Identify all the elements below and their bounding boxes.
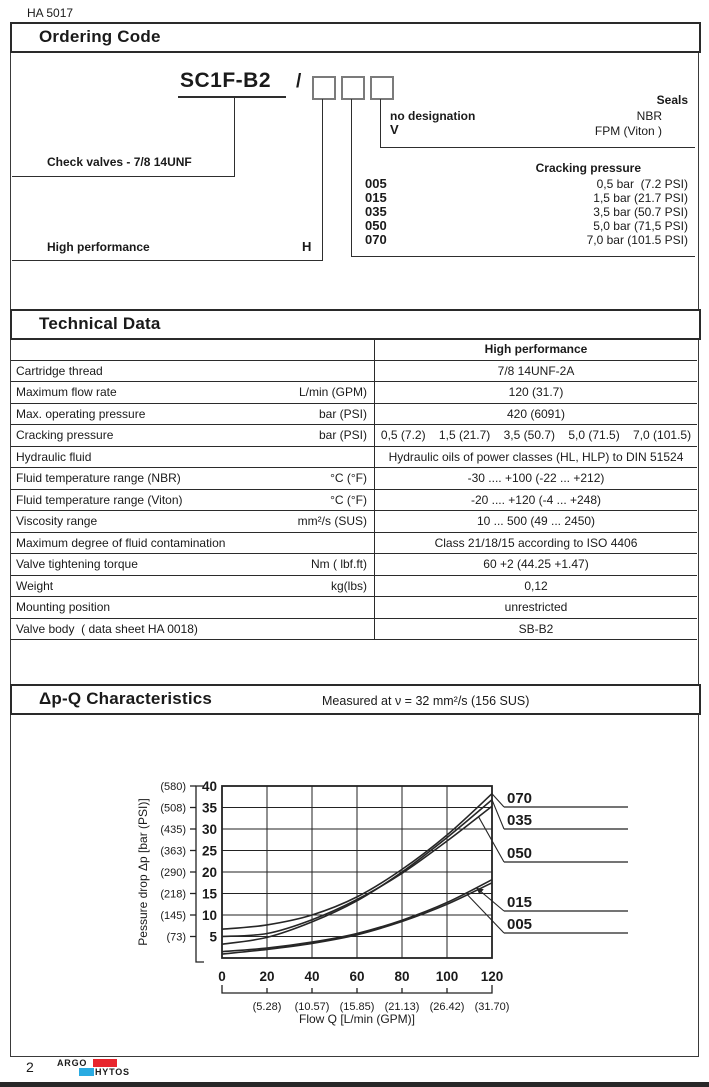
table-row — [11, 511, 697, 533]
logo-red-block — [93, 1059, 117, 1067]
table-row — [11, 576, 697, 598]
table-unit-cell — [267, 361, 375, 383]
svg-text:015: 015 — [507, 894, 533, 911]
table-row — [11, 490, 697, 512]
table-value-cell: Class 21/18/15 according to ISO 4406 — [375, 533, 697, 555]
svg-text:60: 60 — [349, 969, 365, 984]
svg-text:(31.70): (31.70) — [474, 1001, 510, 1013]
svg-text:(73): (73) — [166, 931, 186, 944]
table-param-cell: Valve body ( data sheet HA 0018) — [11, 619, 267, 641]
table-param-cell: Fluid temperature range (Viton) — [11, 490, 267, 512]
cracking-option-value: 5,0 bar (71,5 PSI) — [593, 219, 688, 233]
svg-text:15: 15 — [201, 886, 217, 902]
table-param-cell: Fluid temperature range (NBR) — [11, 468, 267, 490]
svg-text:(26.42): (26.42) — [429, 1001, 465, 1013]
svg-text:(508): (508) — [160, 802, 186, 815]
table-unit-cell: kg(lbs) — [267, 576, 375, 598]
table-value-cell: 120 (31.7) — [375, 382, 697, 404]
table-row — [11, 382, 697, 404]
seal-option-code: V — [390, 122, 399, 137]
table-unit-cell — [267, 619, 375, 641]
cracking-option-code: 015 — [365, 190, 387, 205]
cracking-option-value: 7,0 bar (101.5 PSI) — [586, 233, 688, 247]
ordering-code-text: SC1F-B2 — [180, 69, 272, 92]
section-header-technical — [10, 309, 701, 340]
svg-text:070: 070 — [507, 790, 533, 807]
x-axis — [218, 969, 509, 1026]
section-title: Ordering Code — [39, 27, 161, 46]
svg-text:0: 0 — [218, 969, 226, 984]
svg-text:(218): (218) — [160, 888, 186, 901]
svg-text:Pessure drop Δp [bar (PSI)]: Pessure drop Δp [bar (PSI)] — [136, 798, 150, 946]
table-unit-cell: °C (°F) — [267, 490, 375, 512]
seal-option-code: no designation — [390, 109, 476, 123]
table-row — [11, 533, 697, 555]
table-value-cell: -30 .... +100 (-22 ... +212) — [375, 468, 697, 490]
code-box-3 — [370, 76, 394, 100]
table-param-cell: Maximum flow rate — [11, 382, 267, 404]
technical-data-table — [11, 338, 697, 640]
section-title: Technical Data — [39, 314, 161, 333]
svg-text:30: 30 — [201, 822, 217, 837]
section-header-ordering — [10, 22, 701, 53]
dp-q-chart — [0, 700, 709, 1045]
label-check-valves: Check valves - 7/8 14UNF — [47, 155, 192, 169]
logo-cyan-block — [79, 1068, 94, 1076]
connector-seals-h — [380, 147, 695, 148]
connector-cracking-v — [351, 99, 352, 257]
table-param-cell: Mounting position — [11, 597, 267, 619]
code-box-1 — [312, 76, 336, 100]
table-value-cell: 0,5 (7.2) 1,5 (21.7) 3,5 (50.7) 5,0 (71.5) 7,0 (101.5) — [375, 425, 697, 447]
svg-text:(580): (580) — [160, 781, 186, 793]
code-high-performance: H — [302, 239, 312, 254]
svg-text:40: 40 — [304, 969, 320, 984]
ordering-code-underline — [178, 96, 286, 98]
table-row — [11, 339, 697, 361]
ordering-slash: / — [296, 71, 302, 92]
table-value-cell: -20 .... +120 (-4 ... +248) — [375, 490, 697, 512]
svg-text:10: 10 — [201, 908, 217, 923]
svg-text:(435): (435) — [160, 824, 186, 836]
table-param-cell: Viscosity range — [11, 511, 267, 533]
table-unit-cell — [267, 533, 375, 555]
cracking-heading: Cracking pressure — [535, 161, 641, 175]
cracking-option-code: 005 — [365, 176, 387, 191]
svg-text:20: 20 — [201, 865, 217, 880]
svg-text:035: 035 — [507, 812, 533, 829]
seal-option-value: FPM (Viton ) — [594, 124, 662, 138]
svg-text:(290): (290) — [160, 867, 186, 879]
cracking-option-code: 035 — [365, 204, 387, 219]
chart-grid — [222, 786, 492, 958]
seals-heading: Seals — [656, 93, 688, 107]
table-value-cell: High performance — [375, 339, 697, 361]
table-value-cell: 10 ... 500 (49 ... 2450) — [375, 511, 697, 533]
table-row — [11, 554, 697, 576]
table-unit-cell — [267, 597, 375, 619]
connector-check-valves-v — [234, 98, 235, 177]
cracking-option-code: 050 — [365, 218, 387, 233]
measurement-note: Measured at ν = 32 mm²/s (156 SUS) — [322, 694, 530, 708]
svg-text:80: 80 — [394, 969, 410, 984]
code-box-2 — [341, 76, 365, 100]
table-row — [11, 597, 697, 619]
connector-high-perf-h — [12, 260, 323, 261]
connector-seals-v — [380, 99, 381, 148]
page-number: 2 — [26, 1059, 34, 1075]
cracking-option-value: 0,5 bar (7.2 PSI) — [596, 177, 688, 191]
svg-text:100: 100 — [435, 969, 459, 984]
footer-bar — [0, 1082, 709, 1087]
svg-text:(21.13): (21.13) — [384, 1001, 420, 1013]
table-value-cell: 7/8 14UNF-2A — [375, 361, 697, 383]
cracking-option-code: 070 — [365, 232, 387, 247]
svg-text:(363): (363) — [160, 845, 186, 858]
svg-text:(5.28): (5.28) — [252, 1001, 282, 1013]
table-unit-cell: bar (PSI) — [267, 404, 375, 426]
logo-argo-text: ARGO — [57, 1058, 88, 1068]
argo-hytos-logo — [57, 1058, 130, 1078]
cracking-option-value: 1,5 bar (21.7 PSI) — [593, 191, 688, 205]
table-row — [11, 425, 697, 447]
svg-text:20: 20 — [259, 969, 275, 984]
table-param-cell: Maximum degree of fluid contamination — [11, 533, 267, 555]
table-unit-cell: °C (°F) — [267, 468, 375, 490]
table-row — [11, 361, 697, 383]
logo-hytos-text: HYTOS — [95, 1067, 130, 1077]
seal-option-value: NBR — [636, 109, 662, 123]
table-unit-cell: bar (PSI) — [267, 425, 375, 447]
table-value-cell: SB-B2 — [375, 619, 697, 641]
connector-cracking-h — [351, 256, 695, 257]
table-row — [11, 619, 697, 641]
table-param-cell: Valve tightening torque — [11, 554, 267, 576]
table-param-cell — [11, 339, 267, 361]
table-param-cell: Max. operating pressure — [11, 404, 267, 426]
svg-text:Flow Q [L/min (GPM)]: Flow Q [L/min (GPM)] — [298, 1012, 416, 1026]
cracking-option-value: 3,5 bar (50.7 PSI) — [593, 205, 688, 219]
table-unit-cell: L/min (GPM) — [267, 382, 375, 404]
svg-text:(10.57): (10.57) — [294, 1001, 330, 1013]
table-unit-cell — [267, 447, 375, 469]
section-title: Δp-Q Characteristics — [39, 689, 213, 708]
table-value-cell: 420 (6091) — [375, 404, 697, 426]
table-value-cell: unrestricted — [375, 597, 697, 619]
table-unit-cell: Nm ( lbf.ft) — [267, 554, 375, 576]
table-param-cell: Cartridge thread — [11, 361, 267, 383]
svg-text:35: 35 — [201, 800, 217, 816]
table-value-cell: 60 +2 (44.25 +1.47) — [375, 554, 697, 576]
connector-check-valves-h — [12, 176, 235, 177]
label-high-performance: High performance — [47, 240, 150, 254]
connector-high-perf-v — [322, 99, 323, 261]
svg-text:40: 40 — [201, 779, 217, 794]
table-row — [11, 447, 697, 469]
table-param-cell: Hydraulic fluid — [11, 447, 267, 469]
table-unit-cell — [267, 339, 375, 361]
svg-text:050: 050 — [507, 845, 533, 862]
table-row — [11, 468, 697, 490]
svg-text:(145): (145) — [160, 910, 186, 922]
y-axis — [136, 779, 217, 962]
table-value-cell: 0,12 — [375, 576, 697, 598]
table-param-cell: Weight — [11, 576, 267, 598]
table-param-cell: Cracking pressure — [11, 425, 267, 447]
table-unit-cell: mm²/s (SUS) — [267, 511, 375, 533]
document-number: HA 5017 — [27, 6, 74, 20]
svg-text:25: 25 — [201, 843, 217, 859]
svg-text:5: 5 — [209, 929, 217, 945]
svg-text:(15.85): (15.85) — [339, 1001, 375, 1013]
table-value-cell: Hydraulic oils of power classes (HL, HLP) to DIN 51524 — [375, 447, 697, 469]
svg-text:120: 120 — [480, 969, 504, 984]
table-row — [11, 404, 697, 426]
svg-text:005: 005 — [507, 916, 533, 933]
